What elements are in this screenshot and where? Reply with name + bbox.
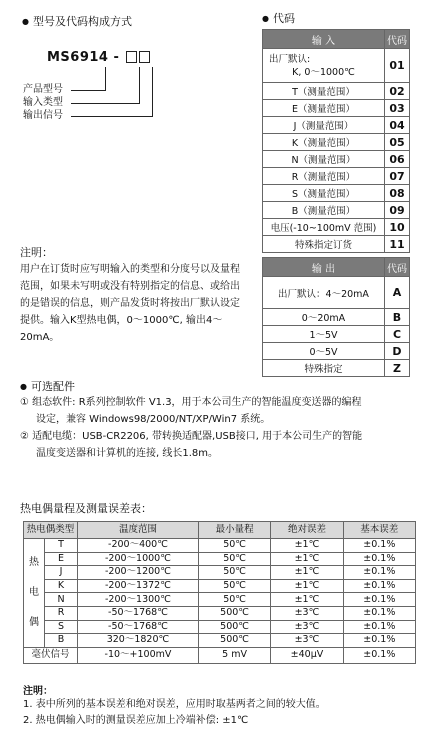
min-span-cell: 500℃ — [198, 606, 270, 620]
note-title: 注明： — [20, 246, 53, 259]
footnote-title: 注明： — [23, 686, 53, 697]
type-cell: T — [45, 539, 78, 553]
min-span-cell: 50℃ — [198, 579, 270, 593]
col-header: 基本误差 — [343, 522, 415, 539]
type-cell: B — [45, 634, 78, 648]
connector-line — [105, 67, 106, 90]
range-table-title: 热电偶量程及测量误差表： — [20, 502, 152, 515]
output-row-code: C — [385, 326, 410, 343]
input-row-label: R（测量范围） — [263, 168, 385, 185]
abs-error-cell: ±1℃ — [271, 593, 343, 607]
code-heading: ● 代码 — [262, 10, 295, 26]
range-cell: -200～1000℃ — [78, 552, 199, 566]
output-code-table — [262, 257, 410, 377]
input-row-label: B（测量范围） — [263, 202, 385, 219]
label-product-model: 产品型号 — [23, 84, 63, 95]
input-row-label: E（测量范围） — [263, 100, 385, 117]
table-row — [24, 620, 416, 634]
basic-error-cell: ±0.1% — [343, 566, 415, 580]
model-code-text: MS6914 — [47, 50, 109, 65]
min-span-cell: 5 mV — [198, 647, 270, 663]
connector-line — [71, 90, 106, 91]
group-label-char: 电 — [29, 586, 39, 598]
default-input-code: 01 — [385, 49, 410, 83]
note-line: 提供。输入K型热电偶，0～1000℃, 输出4～20mA。 — [20, 315, 223, 343]
input-row-code: 04 — [385, 117, 410, 134]
option-line: 温度变送器和计算机的连接, 线长1.8m。 — [36, 448, 219, 459]
table-row — [24, 593, 416, 607]
abs-error-cell: ±1℃ — [271, 566, 343, 580]
option-line: ② 适配电缆：USB-CR2206, 带转换适配器,USB接口, 用于本公司生产的智能 — [20, 431, 363, 442]
output-row-code: D — [385, 343, 410, 360]
default-input-label: 出厂默认: — [269, 53, 311, 65]
group-label-cell — [24, 539, 45, 648]
footnote-line: 2. 热电偶输入时的测量误差应加上冷端补偿: ±1℃ — [23, 715, 249, 726]
input-row-label: 电压(-10~100mV 范围) — [263, 219, 385, 236]
range-cell: -200～400℃ — [78, 539, 199, 553]
note-line: 用户在订货时应写明输入的类型和分度号以及量程 — [20, 264, 240, 275]
basic-error-cell: ±0.1% — [343, 579, 415, 593]
note-line: 的是错误的信息，则产品发货时将按出厂默认设定 — [20, 298, 240, 309]
footnote-line: 1. 表中所列的基本误差和绝对误差，应用时取基两者之间的较大值。 — [23, 699, 326, 710]
input-row-code: 08 — [385, 185, 410, 202]
note-body — [20, 261, 256, 346]
min-span-cell: 500℃ — [198, 620, 270, 634]
type-cell: R — [45, 606, 78, 620]
output-row-label: 1～5V — [263, 326, 385, 343]
input-row-code: 02 — [385, 83, 410, 100]
input-row-label: T（测量范围） — [263, 83, 385, 100]
input-row-code: 10 — [385, 219, 410, 236]
connector-line — [152, 67, 153, 116]
input-row-code: 09 — [385, 202, 410, 219]
range-cell: -200～1200℃ — [78, 566, 199, 580]
default-input-value: K, 0～1000℃ — [292, 66, 355, 78]
basic-error-cell: ±0.1% — [343, 539, 415, 553]
output-header: 输 出 — [263, 258, 385, 277]
options-heading: ● 可选配件 — [20, 378, 75, 394]
option-line: 设定，兼容 Windows98/2000/NT/XP/Win7 系统。 — [36, 414, 271, 425]
type-cell: N — [45, 593, 78, 607]
input-row-label: K（测量范围） — [263, 134, 385, 151]
connector-line — [71, 103, 140, 104]
table-row — [24, 539, 416, 553]
group-label-char: 偶 — [29, 616, 39, 628]
range-cell: -200～1372℃ — [78, 579, 199, 593]
code-header: 代码 — [385, 258, 410, 277]
footnote-body — [23, 697, 428, 729]
output-row-code: B — [385, 309, 410, 326]
options-item-2 — [20, 428, 425, 462]
basic-error-cell: ±0.1% — [343, 593, 415, 607]
range-table — [23, 521, 416, 664]
min-span-cell: 50℃ — [198, 552, 270, 566]
model-code — [47, 50, 150, 65]
col-header: 热电偶类型 — [24, 522, 78, 539]
output-row-label: 特殊指定 — [263, 360, 385, 377]
table-row — [24, 579, 416, 593]
table-row — [24, 552, 416, 566]
group-label-char: 热 — [29, 556, 39, 568]
table-row — [24, 634, 416, 648]
code-header: 代码 — [385, 30, 410, 49]
basic-error-cell: ±0.1% — [343, 634, 415, 648]
options-item-1 — [20, 394, 425, 428]
input-row-code: 06 — [385, 151, 410, 168]
range-cell: -50～1768℃ — [78, 620, 199, 634]
type-cell: E — [45, 552, 78, 566]
output-row-label: 0～20mA — [263, 309, 385, 326]
range-cell: -50～1768℃ — [78, 606, 199, 620]
input-row-code: 03 — [385, 100, 410, 117]
note-line: 范围，如果未写明或没有特别指定的信息、或给出 — [20, 281, 240, 292]
min-span-cell: 50℃ — [198, 566, 270, 580]
input-header: 输 入 — [263, 30, 385, 49]
abs-error-cell: ±3℃ — [271, 620, 343, 634]
type-cell: 毫伏信号 — [24, 647, 78, 663]
basic-error-cell: ±0.1% — [343, 552, 415, 566]
min-span-cell: 50℃ — [198, 593, 270, 607]
input-row-label: J（测量范围） — [263, 117, 385, 134]
input-row-label: S（测量范围） — [263, 185, 385, 202]
abs-error-cell: ±40μV — [271, 647, 343, 663]
table-row-mv — [24, 647, 416, 663]
label-input-type: 输入类型 — [23, 97, 63, 108]
type-cell: J — [45, 566, 78, 580]
output-row-code: A — [385, 277, 410, 309]
basic-error-cell: ±0.1% — [343, 647, 415, 663]
model-heading: ● 型号及代码构成方式 — [22, 13, 132, 29]
default-input-cell — [263, 49, 385, 83]
output-row-label: 0～5V — [263, 343, 385, 360]
abs-error-cell: ±3℃ — [271, 606, 343, 620]
connector-line — [71, 116, 153, 117]
output-row-code: Z — [385, 360, 410, 377]
label-output-signal: 输出信号 — [23, 110, 63, 121]
min-span-cell: 500℃ — [198, 634, 270, 648]
type-cell: S — [45, 620, 78, 634]
output-code-box — [139, 51, 150, 63]
col-header: 最小量程 — [198, 522, 270, 539]
model-dash: - — [113, 50, 120, 65]
basic-error-cell: ±0.1% — [343, 606, 415, 620]
range-cell: 320～1820℃ — [78, 634, 199, 648]
input-row-label: N（测量范围） — [263, 151, 385, 168]
basic-error-cell: ±0.1% — [343, 620, 415, 634]
col-header: 绝对误差 — [271, 522, 343, 539]
abs-error-cell: ±1℃ — [271, 552, 343, 566]
input-code-table — [262, 29, 410, 253]
min-span-cell: 50℃ — [198, 539, 270, 553]
input-row-code: 11 — [385, 236, 410, 253]
range-cell: -10～+100mV — [78, 647, 199, 663]
input-row-code: 07 — [385, 168, 410, 185]
type-cell: K — [45, 579, 78, 593]
output-row-label: 出厂默认：4～20mA — [263, 277, 385, 309]
option-line: ① 组态软件: R系列控制软件 V1.3，用于本公司生产的智能温度变送器的编程 — [20, 397, 362, 408]
table-row — [24, 606, 416, 620]
connector-line — [139, 67, 140, 103]
abs-error-cell: ±1℃ — [271, 579, 343, 593]
table-row — [24, 566, 416, 580]
abs-error-cell: ±1℃ — [271, 539, 343, 553]
input-row-code: 05 — [385, 134, 410, 151]
input-code-box — [126, 51, 137, 63]
input-row-label: 特殊指定订货 — [263, 236, 385, 253]
abs-error-cell: ±3℃ — [271, 634, 343, 648]
range-cell: -200～1300℃ — [78, 593, 199, 607]
col-header: 温度范围 — [78, 522, 199, 539]
